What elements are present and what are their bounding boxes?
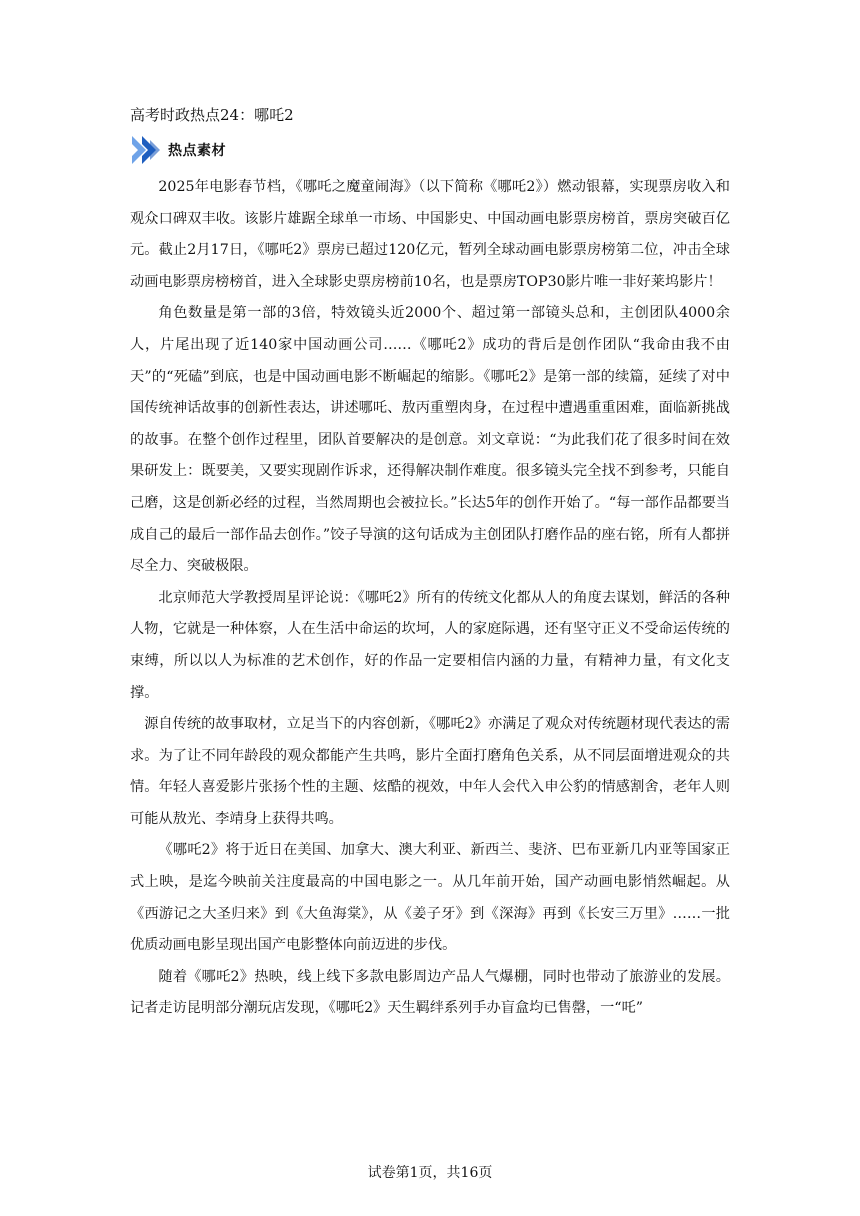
paragraph: 《哪吒2》将于近日在美国、加拿大、澳大利亚、新西兰、斐济、巴布亚新几内亚等国家正式上映，是迄今映前关注度最高的中国电影之一。从几年前开始，国产动画电影悄然崛起。从《西游记之大圣归来》到《大鱼海棠》，从《姜子牙》到《深海》再到《长安三万里》……一批优质动画电影呈现出国产电影整体向前迈进的步伐。 <box>130 842 730 954</box>
article-body <box>130 172 730 1025</box>
page-footer: 试卷第1页，共16页 <box>367 1165 493 1181</box>
paragraph: 2025年电影春节档，《哪吒之魔童闹海》（以下简称《哪吒2》）燃动银幕，实现票房收入和观众口碑双丰收。该影片雄踞全球单一市场、中国影史、中国动画电影票房榜首，票房突破百亿元。截止2月17日，《哪吒2》票房已超过120亿元，暂列全球动画电影票房榜第二位，冲击全球动画电影票房榜榜首，进入全球影史票房榜前10名，也是票房TOP30影片唯一非好莱坞影片！ <box>130 179 730 290</box>
paragraph: 随着《哪吒2》热映，线上线下多款电影周边产品人气爆棚，同时也带动了旅游业的发展。记者走访昆明部分潮玩店发现，《哪吒2》天生羁绊系列手办盲盒均已售罄，一“吒” <box>130 968 730 1017</box>
document-title: 高考时政热点24：哪吒2 <box>130 106 294 124</box>
paragraph: 源自传统的故事取材，立足当下的内容创新，《哪吒2》亦满足了观众对传统题材现代表达的需求。为了让不同年龄段的观众都能产生共鸣，影片全面打磨角色关系，从不同层面增进观众的共情。年轻人喜爱影片张扬个性的主题、炫酷的视效，中年人会代入申公豹的情感割舍，老年人则可能从敖光、李靖身上获得共鸣。 <box>130 716 730 827</box>
paragraph: 角色数量是第一部的3倍，特效镜头近2000个、超过第一部镜头总和，主创团队4000余人，片尾出现了近140家中国动画公司……《哪吒2》成功的背后是创作团队“我命由我不由天”的“死磕”到底，也是中国动画电影不断崛起的缩影。《哪吒2》是第一部的续篇，延续了对中国传统神话故事的创新性表达，讲述哪吒、敖丙重塑肉身，在过程中遭遇重重困难，面临新挑战的故事。在整个创作过程里，团队首要解决的是创意。刘文章说：“为此我们花了很多时间在效果研发上：既要美，又要实现剧作诉求，还得解决制作难度。很多镜头完全找不到参考，只能自己磨，这是创新必经的过程，当然周期也会被拉长。”长达5年的创作开始了。“每一部作品都要当成自己的最后一部作品去创作。”饺子导演的这句话成为主创团队打磨作品的座右铭，所有人都拼尽全力、突破极限。 <box>130 305 730 575</box>
double-chevron-right-icon <box>130 134 164 166</box>
section-label: 热点素材 <box>168 143 226 159</box>
paragraph: 北京师范大学教授周星评论说：《哪吒2》所有的传统文化都从人的角度去谋划，鲜活的各种人物，它就是一种体察，人在生活中命运的坎坷，人的家庭际遇，还有坚守正义不受命运传统的束缚，所以以人为标准的艺术创作，好的作品一定要相信内涵的力量，有精神力量，有文化支撑。 <box>130 589 730 701</box>
section-header <box>130 134 226 166</box>
